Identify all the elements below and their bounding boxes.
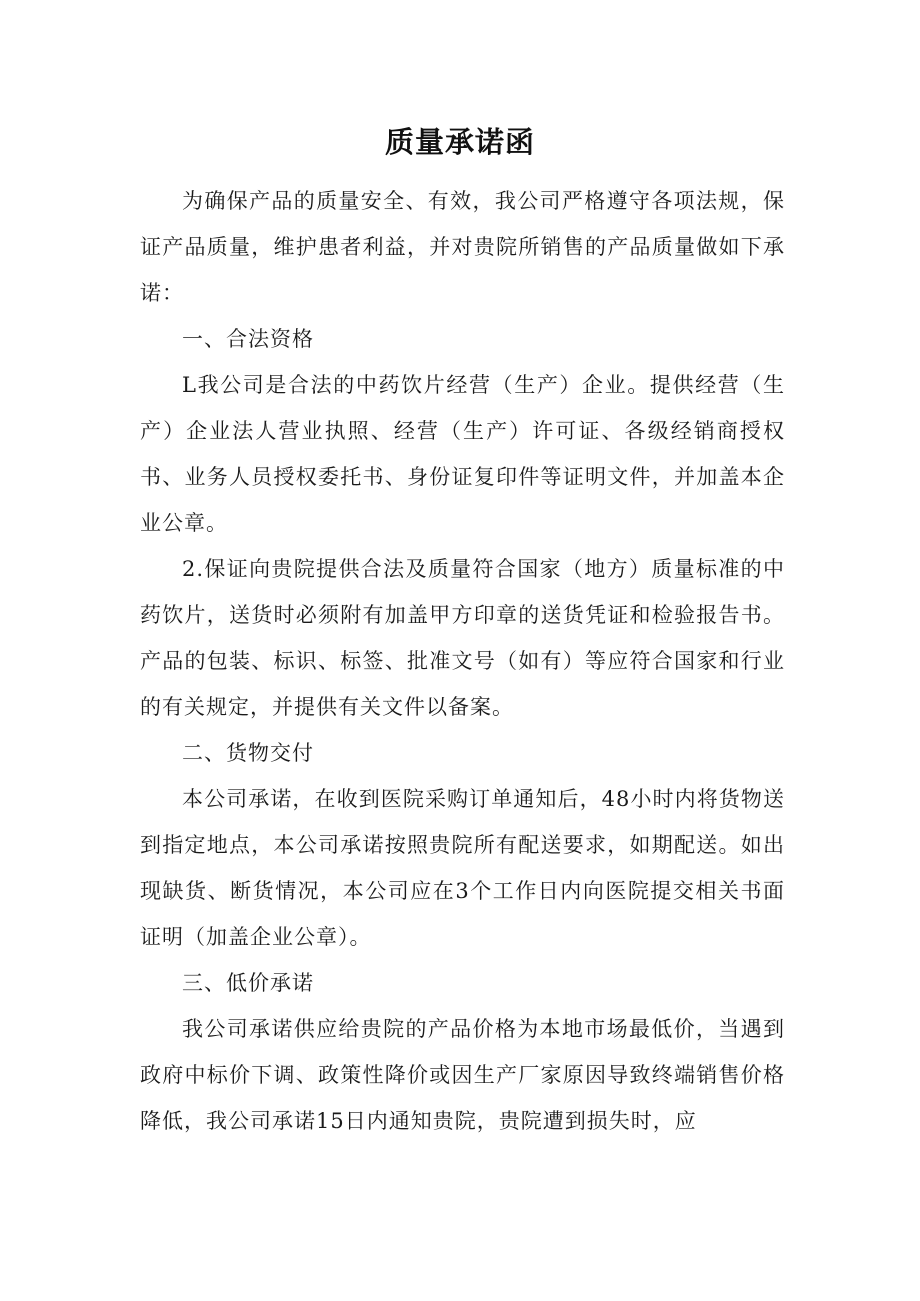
intro-paragraph: 为确保产品的质量安全、有效，我公司严格遵守各项法规，保证产品质量，维护患者利益，并对贵院所销售的产品质量做如下承诺： [140, 189, 785, 305]
qualification-paragraph-2: 2.保证向贵院提供合法及质量符合国家（地方）质量标准的中药饮片，送货时必须附有加盖甲方印章的送货凭证和检验报告书。产品的包装、标识、标签、批准文号（如有）等应符合国家和行业的有关规定，并提供有关文件以备案。 [140, 557, 785, 719]
document-title: 质量承诺函 [384, 125, 535, 159]
section-heading-low-price: 三、低价承诺 [182, 971, 314, 995]
low-price-paragraph: 我公司承诺供应给贵院的产品价格为本地市场最低价，当遇到政府中标价下调、政策性降价或因生产厂家原因导致终端销售价格降低，我公司承诺15日内通知贵院，贵院遭到损失时，应 [140, 1017, 785, 1133]
qualification-paragraph-1: L我公司是合法的中药饮片经营（生产）企业。提供经营（生产）企业法人营业执照、经营（生产）许可证、各级经销商授权书、业务人员授权委托书、身份证复印件等证明文件，并加盖本企业公章。 [140, 373, 785, 535]
section-heading-delivery: 二、货物交付 [182, 741, 314, 765]
document-body [140, 178, 785, 1144]
delivery-paragraph: 本公司承诺，在收到医院采购订单通知后，48小时内将货物送到指定地点，本公司承诺按照贵院所有配送要求，如期配送。如出现缺货、断货情况，本公司应在3个工作日内向医院提交相关书面证明（加盖企业公章）。 [140, 787, 785, 949]
section-heading-qualification: 一、合法资格 [182, 327, 314, 351]
